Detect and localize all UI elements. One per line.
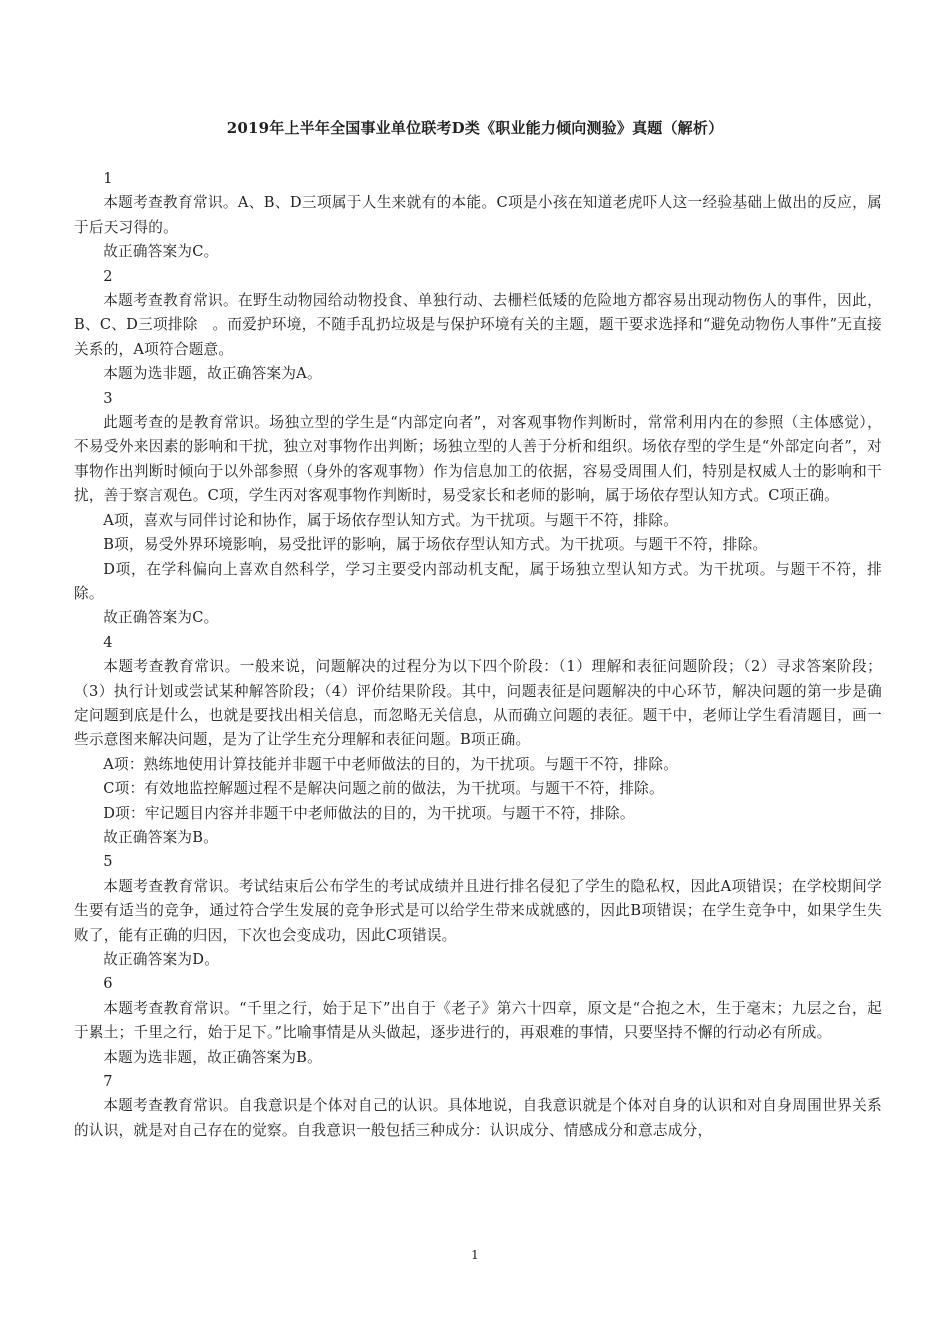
question-number: 3 <box>103 389 113 407</box>
document-body <box>74 167 882 1143</box>
page-number: 1 <box>471 1248 479 1262</box>
paragraph: 本题考查教育常识。在野生动物园给动物投食、单独行动、去栅栏低矮的危险地方都容易出现动物伤人的事件，因此，B、C、D三项排除 。而爱护环境，不随手乱扔垃圾是与保护环境有关的主题，题干要求选择和“避免动物伤人事件”无直接关系的，A项符合题意。 <box>74 292 882 358</box>
paragraph: D项，在学科偏向上喜欢自然科学，学习主要受内部动机支配，属于场独立型认知方式。为干扰项。与题干不符，排除。 <box>74 560 882 602</box>
paragraph: 此题考查的是教育常识。场独立型的学生是“内部定向者”，对客观事物作判断时，常常利用内在的参照（主体感觉），不易受外来因素的影响和干扰，独立对事物作出判断；场独立型的人善于分析和组织。场依存型的学生是“外部定向者”，对事物作出判断时倾向于以外部参照（身外的客观事物）作为信息加工的依据，容易受周围人们，特别是权威人士的影响和干扰，善于察言观色。C项，学生丙对客观事物作判断时，易受家长和老师的影响，属于场依存型认知方式。C项正确。 <box>74 414 882 505</box>
answer-line: 故正确答案为D。 <box>103 951 220 968</box>
paragraph: A项，喜欢与同伴讨论和协作，属于场依存型认知方式。为干扰项。与题干不符，排除。 <box>103 511 679 529</box>
question-number: 7 <box>103 1073 113 1091</box>
paragraph: 本题考查教育常识。自我意识是个体对自己的认识。具体地说，自我意识就是个体对自身的认识和对自身周围世界关系的认识，就是对自己存在的觉察。自我意识一般包括三种成分：认识成分、情感成分和意志成分， <box>74 1097 882 1139</box>
answer-line: 故正确答案为C。 <box>103 609 219 627</box>
paragraph: 本题考查教育常识。“千里之行，始于足下”出自于《老子》第六十四章，原文是“合抱之木，生于毫末；九层之台，起于累土；千里之行，始于足下。”比喻事情是从头做起，逐步进行的，再艰难的事情，只要坚持不懈的行动必有所成。 <box>74 999 882 1042</box>
paragraph: 本题考查教育常识。一般来说，问题解决的过程分为以下四个阶段：（1）理解和表征问题阶段；（2）寻求答案阶段；（3）执行计划或尝试某种解答阶段；（4）评价结果阶段。其中，问题表征是问题解决的中心环节，解决问题的第一步是确定问题到底是什么，也就是要找出相关信息，而忽略无关信息，从而确立问题的表征。题干中，老师让学生看清题目，画一些示意图来解决问题，是为了让学生充分理解和表征问题。B项正确。 <box>74 658 882 749</box>
paragraph: A项：熟练地使用计算技能并非题干中老师做法的目的，为干扰项。与题干不符，排除。 <box>103 755 679 773</box>
answer-line: 故正确答案为B。 <box>103 828 219 846</box>
question-number: 4 <box>103 633 113 651</box>
paragraph: 本题考查教育常识。A、B、D三项属于人生来就有的本能。C项是小孩在知道老虎吓人这一经验基础上做出的反应，属于后天习得的。 <box>74 194 882 236</box>
question-number: 5 <box>103 853 113 871</box>
question-number: 1 <box>103 170 113 187</box>
answer-line: 故正确答案为C。 <box>103 243 219 261</box>
question-number: 2 <box>103 267 113 285</box>
answer-line: 本题为选非题，故正确答案为A。 <box>103 365 322 383</box>
document-title: 2019年上半年全国事业单位联考D类《职业能力倾向测验》真题（解析） <box>226 119 724 137</box>
paragraph: C项：有效地监控解题过程不是解决问题之前的做法，为干扰项。与题干不符，排除。 <box>103 780 664 798</box>
answer-line: 本题为选非题，故正确答案为B。 <box>103 1048 322 1066</box>
paragraph: B项，易受外界环境影响，易受批评的影响，属于场依存型认知方式。为干扰项。与题干不符，排除。 <box>103 536 768 554</box>
paragraph: 本题考查教育常识。考试结束后公布学生的考试成绩并且进行排名侵犯了学生的隐私权，因此A项错误；在学校期间学生要有适当的竞争，通过符合学生发展的竞争形式是可以给学生带来成就感的，因此B项错误；在学生竞争中，如果学生失败了，能有正确的归因，下次也会变成功，因此C项错误。 <box>74 877 882 944</box>
question-number: 6 <box>103 975 113 993</box>
paragraph: D项：牢记题目内容并非题干中老师做法的目的，为干扰项。与题干不符，排除。 <box>103 804 635 822</box>
